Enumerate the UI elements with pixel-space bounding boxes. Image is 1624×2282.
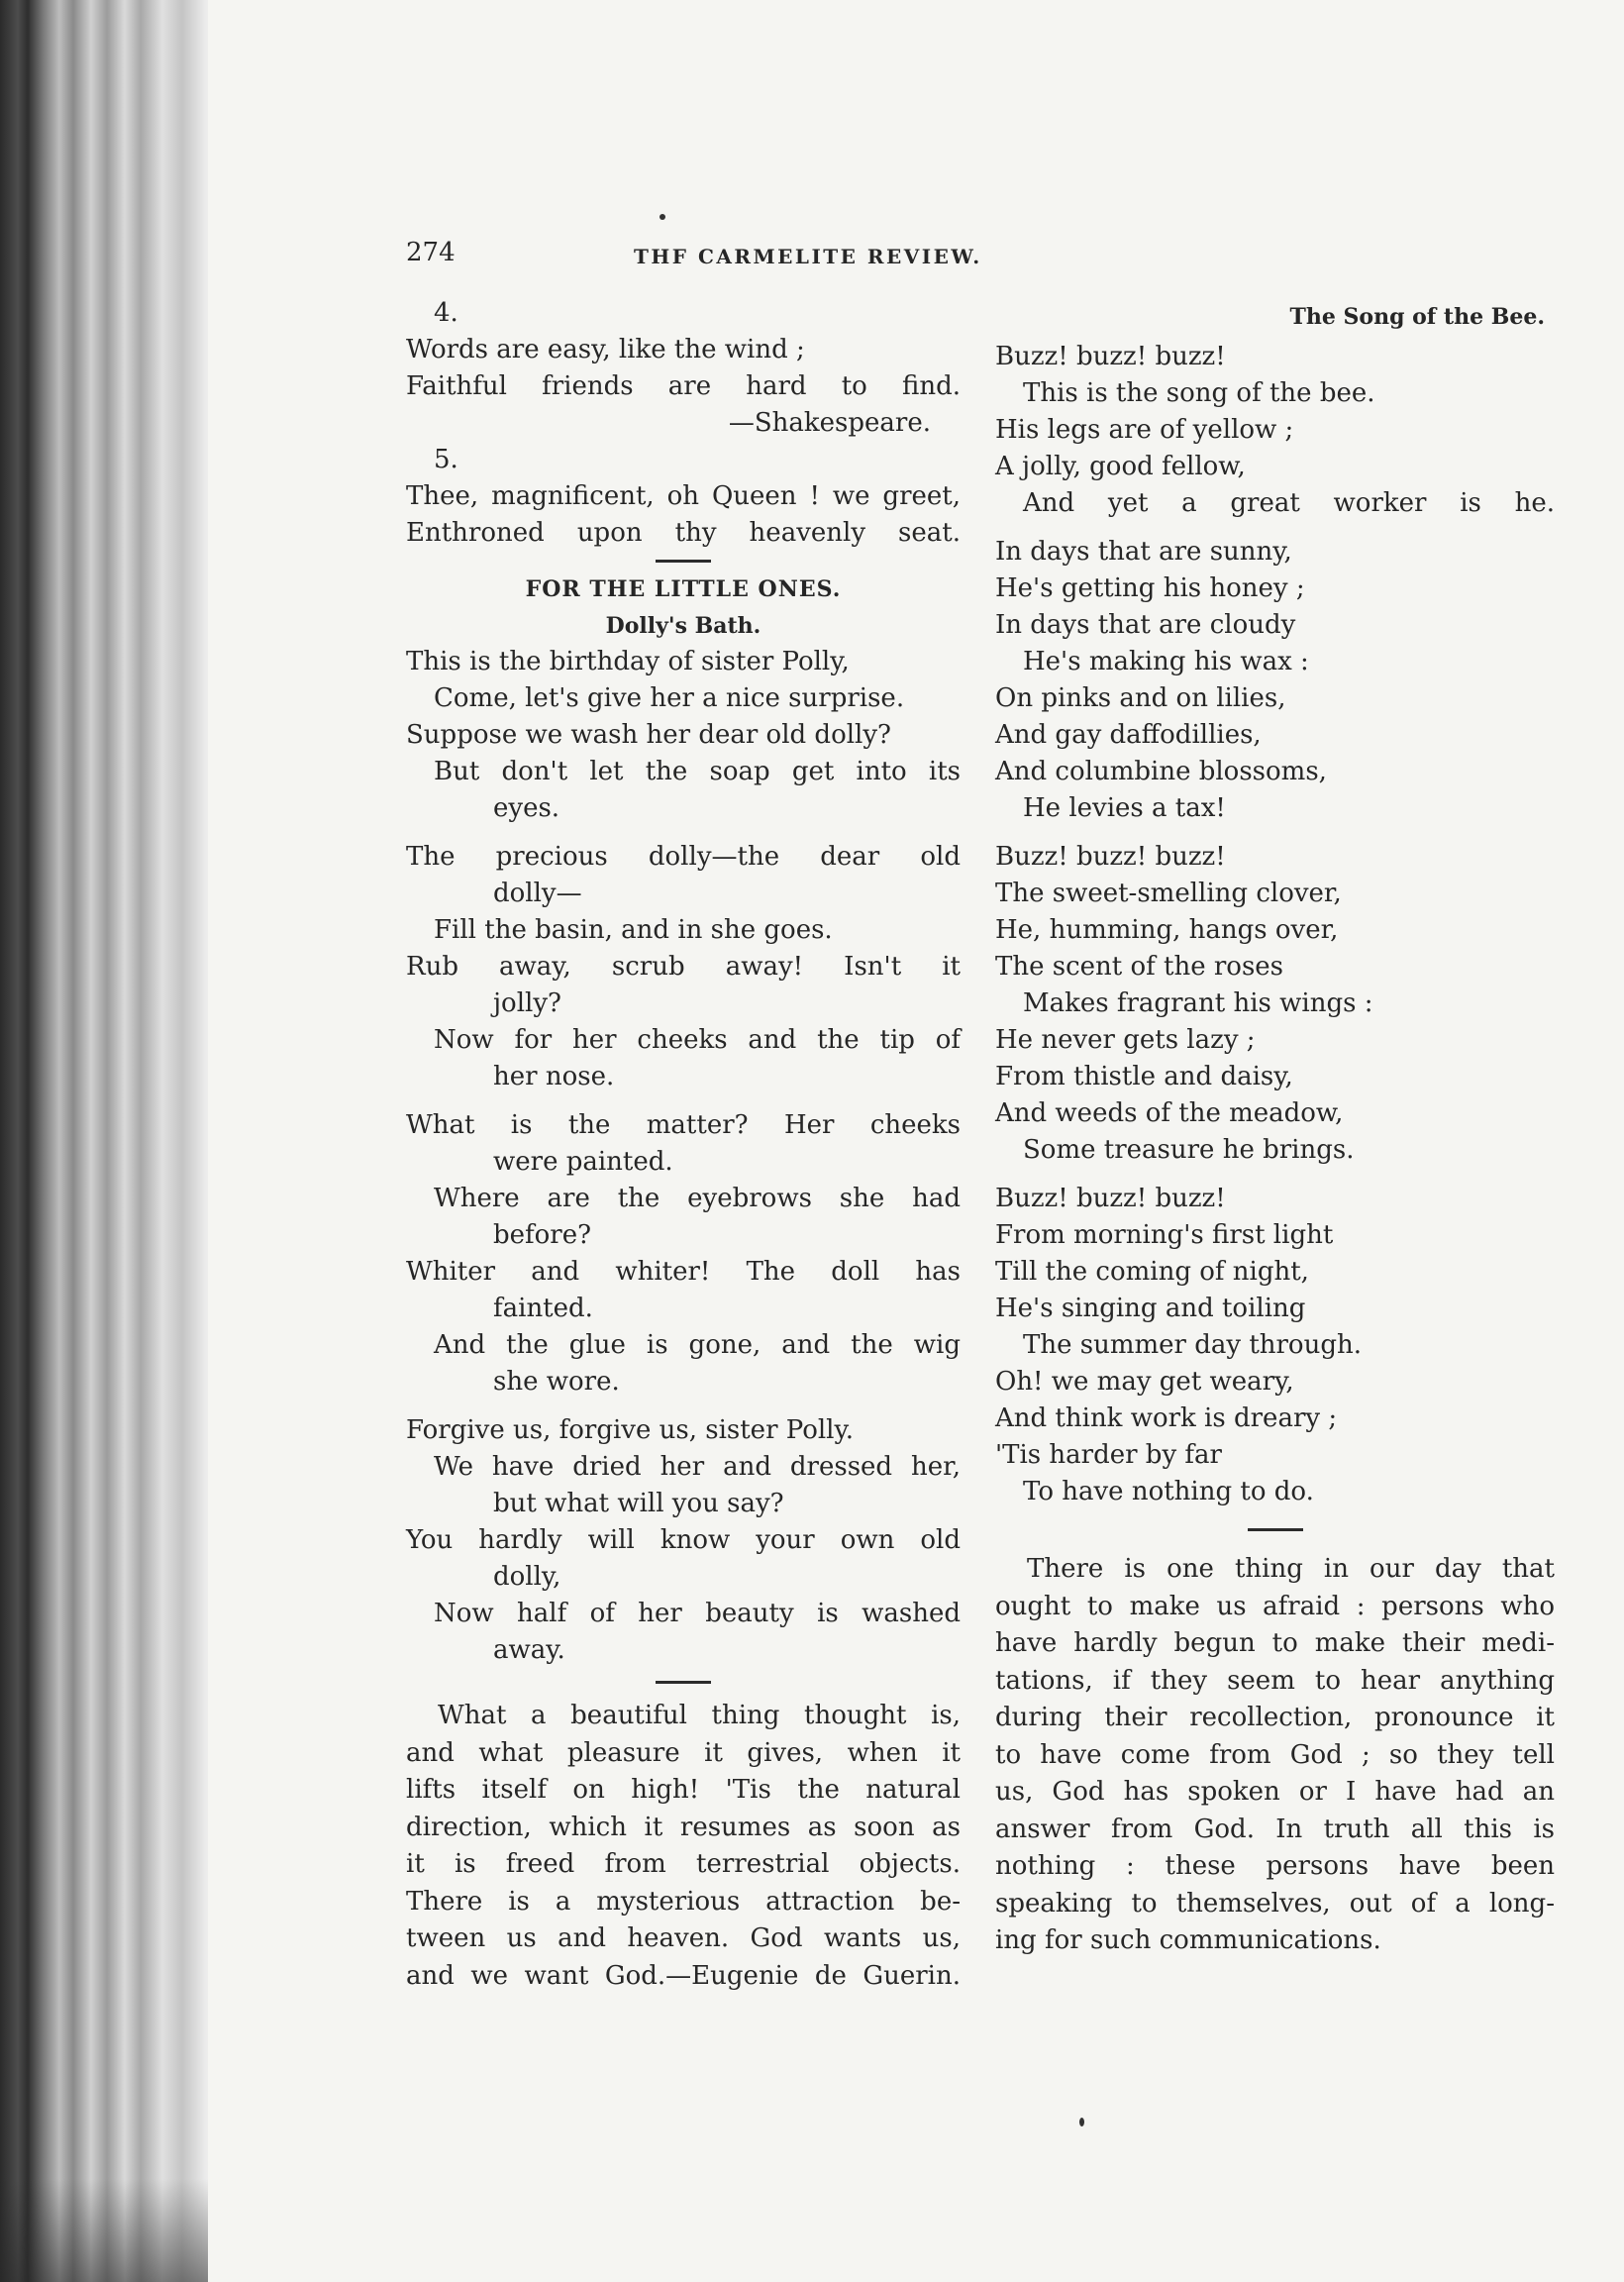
verse-line: dolly, [493,1562,561,1592]
verse-line: Till the coming of night, [995,1257,1309,1287]
section-heading: FOR THE LITTLE ONES. [525,576,842,602]
verse-line: He levies a tax! [1023,793,1226,823]
journal-title: THF CARMELITE REVIEW. [634,245,982,268]
verse-line: To have nothing to do. [1023,1477,1314,1506]
section-divider [656,1681,711,1684]
ink-speck [1079,2118,1084,2126]
verse-line: Oh! we may get weary, [995,1367,1294,1397]
prose-line: There is a mysterious attraction be- [406,1886,961,1917]
book-binding [0,0,218,2282]
verse-line: He's making his wax : [1023,647,1309,676]
prose-line: and what pleasure it gives, when it [406,1737,961,1768]
verse-line: Where are the eyebrows she had [434,1184,961,1213]
prose-line: it is freed from terrestrial objects. [406,1849,961,1879]
verse-line: The precious dolly—the dear old [406,842,961,872]
verse-line: He never gets lazy ; [995,1025,1256,1055]
verse-line: Thee, magnificent, oh Queen ! we greet, [406,481,961,511]
verse-line: Fill the basin, and in she goes. [434,915,833,945]
prose-line: lifts itself on high! 'Tis the natural [406,1775,961,1805]
running-head [406,238,1555,277]
verse-line: Faithful friends are hard to find. [406,371,961,401]
verse-line: This is the birthday of sister Polly, [406,647,850,676]
verse-line: He's singing and toiling [995,1294,1306,1323]
verse-line: In days that are sunny, [995,537,1292,567]
right-column [995,295,1555,1960]
verse-line: jolly? [493,988,561,1018]
verse-line: away. [493,1635,565,1665]
prose-line: tations, if they seem to hear anything [995,1665,1555,1696]
verse-line: He's getting his honey ; [995,573,1305,603]
prose-line: to have come from God ; so they tell [995,1739,1555,1770]
verse-line: dolly— [493,879,582,908]
section-divider [656,560,711,563]
verse-line: And the glue is gone, and the wig [434,1330,961,1360]
verse-line: A jolly, good fellow, [995,452,1246,481]
verse-line: her nose. [493,1062,615,1091]
verse-line: And think work is dreary ; [995,1403,1338,1433]
prose-line: us, God has spoken or I have had an [995,1777,1555,1807]
verse-line: And weeds of the meadow, [995,1098,1344,1128]
verse-line: Come, let's give her a nice surprise. [434,683,905,713]
prose-line: and we want God.—Eugenie de Guerin. [406,1960,961,1991]
verse-line: And gay daffodillies, [995,720,1262,750]
ink-speck [660,214,665,220]
left-column [406,295,961,1995]
verse-line: Some treasure he brings. [1023,1135,1355,1165]
page-content [406,238,1555,2080]
verse-line: On pinks and on lilies, [995,683,1286,713]
poem-title: The Song of the Bee. [1289,304,1545,330]
verse-line: Now half of her beauty is washed [434,1599,961,1628]
prose-line: ing for such communications. [995,1925,1381,1955]
verse-line: His legs are of yellow ; [995,415,1294,445]
verse-line: From morning's first light [995,1220,1334,1250]
prose-line: during their recollection, pronounce it [995,1703,1555,1732]
verse-line: The sweet-smelling clover, [995,879,1342,908]
prose-line: ought to make us afraid : persons who [995,1591,1555,1621]
prose-line: speaking to themselves, out of a long- [995,1888,1555,1919]
verse-line: she wore. [493,1367,620,1397]
verse-line: The scent of the roses [995,952,1284,982]
verse-line: This is the song of the bee. [1023,378,1375,408]
stanza-number: 5. [434,445,458,474]
poem-title: Dolly's Bath. [605,613,761,639]
verse-line: Words are easy, like the wind ; [406,335,805,364]
attribution: —Shakespeare. [728,408,931,438]
page-number: 274 [406,238,456,267]
verse-line: fainted. [493,1294,593,1323]
verse-line: But don't let the soap get into its [434,757,961,786]
verse-line: Enthroned upon thy heavenly seat. [406,518,961,548]
prose-line: tween us and heaven. God wants us, [406,1923,961,1953]
verse-line: Buzz! buzz! buzz! [995,342,1226,371]
verse-line: Whiter and whiter! The doll has [406,1257,961,1287]
verse-line: but what will you say? [493,1489,784,1518]
section-divider [1248,1528,1303,1531]
verse-line: before? [493,1220,592,1250]
stanza-number: 4. [434,298,458,328]
verse-line: From thistle and daisy, [995,1062,1293,1091]
verse-line: Forgive us, forgive us, sister Polly. [406,1415,854,1445]
verse-line: And columbine blossoms, [995,757,1327,786]
prose-line: direction, which it resumes as soon as [406,1812,961,1842]
binding-shadow [0,2179,218,2282]
verse-line: And yet a great worker is he. [1023,488,1555,518]
prose-line: What a beautiful thing thought is, [438,1701,961,1730]
prose-line: nothing : these persons have been [995,1851,1555,1881]
prose-line: have hardly begun to make their medi- [995,1628,1555,1658]
verse-line: You hardly will know your own old [406,1525,961,1555]
verse-line: Rub away, scrub away! Isn't it [406,952,961,982]
verse-line: Now for her cheeks and the tip of [434,1025,961,1055]
verse-line: What is the matter? Her cheeks [406,1110,961,1140]
verse-line: Buzz! buzz! buzz! [995,842,1226,872]
verse-line: Suppose we wash her dear old dolly? [406,720,891,750]
verse-line: Buzz! buzz! buzz! [995,1184,1226,1213]
verse-line: 'Tis harder by far [995,1440,1222,1470]
prose-line: answer from God. In truth all this is [995,1814,1555,1844]
prose-line: There is one thing in our day that [1027,1554,1555,1584]
verse-line: eyes. [493,793,560,823]
verse-line: In days that are cloudy [995,610,1296,640]
verse-line: were painted. [493,1147,673,1177]
verse-line: We have dried her and dressed her, [434,1452,961,1482]
verse-line: Makes fragrant his wings : [1023,988,1373,1018]
verse-line: The summer day through. [1023,1330,1362,1360]
verse-line: He, humming, hangs over, [995,915,1339,945]
